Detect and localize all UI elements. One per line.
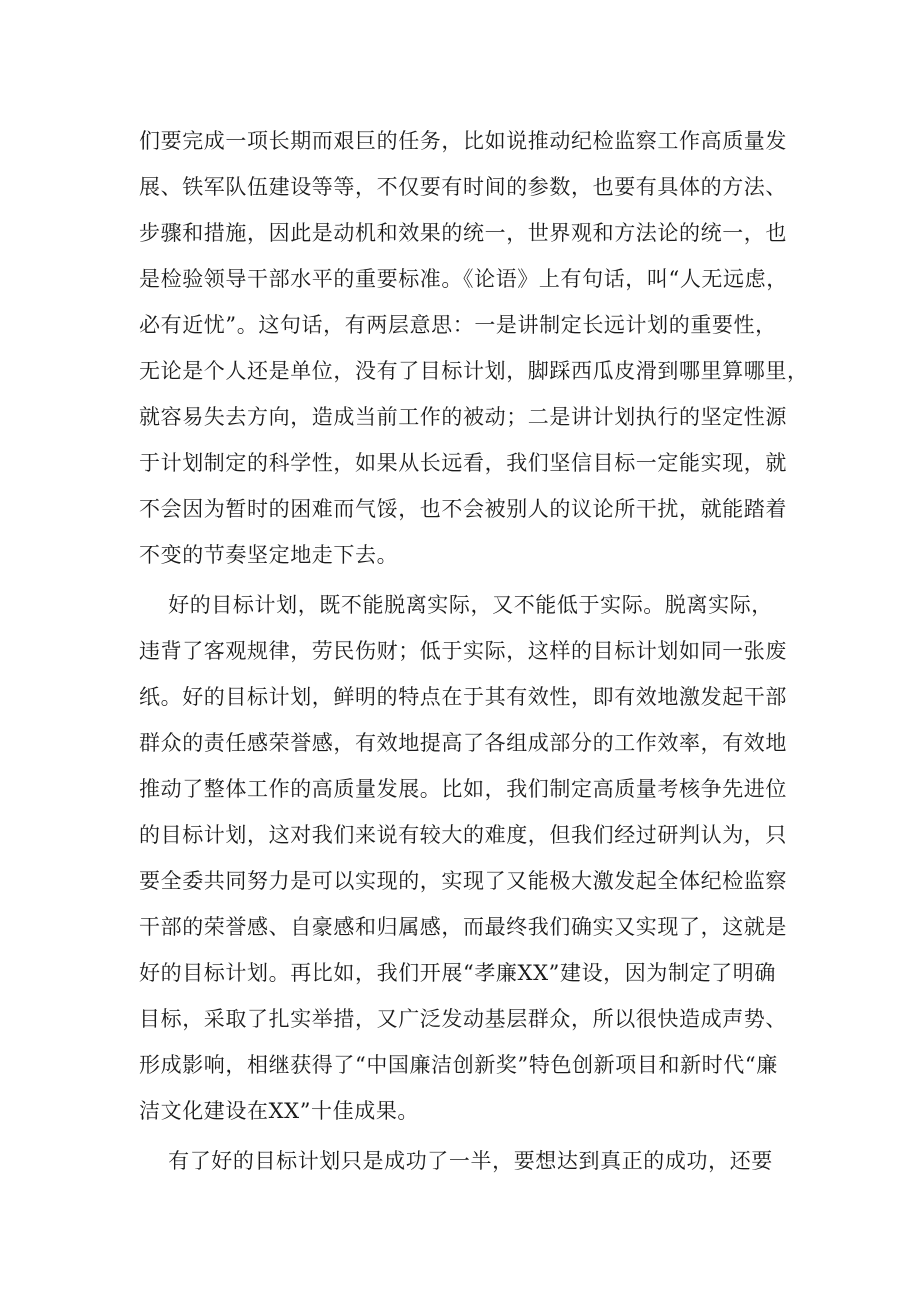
text-line: 群众的责任感荣誉感，有效地提高了各组成部分的工作效率，有效地 [139,731,787,755]
text-line: 好的目标计划，既不能脱离实际，又不能低于实际。脱离实际， [139,593,773,617]
text-line: 违背了客观规律，劳民伤财；低于实际，这样的目标计划如同一张废 [139,639,787,663]
text-line: 就容易失去方向，造成当前工作的被动；二是讲计划执行的坚定性源 [139,405,787,429]
text-line: 好的目标计划。再比如，我们开展“孝廉XX”建设，因为制定了明确 [139,961,776,985]
text-line: 目标，采取了扎实举措，又广泛发动基层群众，所以很快造成声势、 [139,1007,787,1031]
text-line: 纸。好的目标计划，鲜明的特点在于其有效性，即有效地激发起干部 [139,685,787,709]
text-line: 无论是个人还是单位，没有了目标计划，脚踩西瓜皮滑到哪里算哪里， [139,359,809,383]
text-line: 干部的荣誉感、自豪感和归属感，而最终我们确实又实现了，这就是 [139,915,787,939]
text-line: 不变的节奏坚定地走下去。 [139,543,399,567]
text-line: 于计划制定的科学性，如果从长远看，我们坚信目标一定能实现，就 [139,451,787,475]
text-line: 步骤和措施，因此是动机和效果的统一，世界观和方法论的统一，也 [139,221,787,245]
text-line: 洁文化建设在XX”十佳成果。 [139,1099,420,1123]
text-line: 们要完成一项长期而艰巨的任务，比如说推动纪检监察工作高质量发 [139,129,787,153]
text-line: 形成影响，相继获得了“中国廉洁创新奖”特色创新项目和新时代“廉 [139,1053,778,1077]
text-line: 不会因为暂时的困难而气馁，也不会被别人的议论所干扰，就能踏着 [139,497,787,521]
text-line: 展、铁军队伍建设等等，不仅要有时间的参数，也要有具体的方法、 [139,175,787,199]
text-line: 是检验领导干部水平的重要标准。《论语》上有句话，叫“人无远虑， [139,267,788,291]
text-line: 要全委共同努力是可以实现的，实现了又能极大激发起全体纪检监察 [139,869,787,893]
body-text [139,118,809,1184]
text-line: 有了好的目标计划只是成功了一半，要想达到真正的成功，还要 [139,1149,773,1173]
text-line: 的目标计划，这对我们来说有较大的难度，但我们经过研判认为，只 [139,823,787,847]
text-line: 推动了整体工作的高质量发展。比如，我们制定高质量考核争先进位 [139,777,787,801]
text-line: 必有近忧”。这句话，有两层意思：一是讲制定长远计划的重要性， [139,313,777,337]
